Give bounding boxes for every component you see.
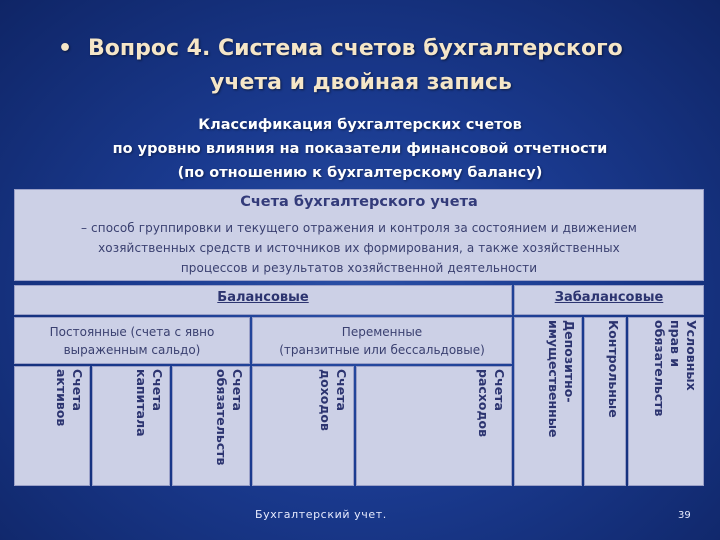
variable-accounts-group: [252, 317, 512, 364]
definition-heading: Счета бухгалтерского учета: [240, 194, 478, 210]
income-accounts-word-2: доходов: [318, 369, 333, 431]
expense-accounts-word-1: Счета: [492, 369, 507, 411]
definition-line-2: хозяйственных средств и источников их формирования, а также хозяйственных: [98, 241, 620, 255]
expense-accounts-column: [356, 366, 512, 486]
title-line-2: учета и двойная запись: [210, 70, 512, 95]
asset-accounts-label: [19, 369, 85, 483]
permanent-line-2: выраженным сальдо): [63, 343, 201, 357]
deposit-property-word-2: имущественные: [546, 320, 561, 438]
expense-accounts-word-2: расходов: [476, 369, 491, 438]
deposit-property-word-1: Депозитно-: [562, 320, 577, 403]
permanent-label: [15, 323, 249, 359]
asset-accounts-column: [14, 366, 90, 486]
classification-subtitle: [0, 113, 720, 185]
capital-accounts-column: [92, 366, 170, 486]
subtitle-line-1: Классификация бухгалтерских счетов: [198, 117, 522, 133]
asset-accounts-word-1: Счета: [70, 369, 85, 411]
expense-accounts-label: [361, 369, 511, 483]
control-accounts-label: Контрольные: [606, 320, 621, 418]
definition-panel: [14, 189, 704, 281]
liability-accounts-label: [177, 369, 245, 483]
liability-accounts-word-2: обязательств: [214, 369, 229, 466]
offbalance-accounts-header: [514, 285, 704, 315]
permanent-line-1: Постоянные (счета с явно: [49, 325, 215, 339]
definition-line-3: процессов и результатов хозяйственной деятельности: [180, 261, 538, 275]
permanent-accounts-group: [14, 317, 250, 364]
offbalance-label: Забалансовые: [554, 290, 664, 305]
footer-text: Бухгалтерский учет.: [255, 508, 387, 521]
conditional-rights-label: [633, 320, 699, 483]
conditional-rights-word-1: Условных: [684, 320, 699, 391]
income-accounts-word-1: Счета: [334, 369, 349, 411]
subtitle-line-2: по уровню влияния на показатели финансовой отчетности: [112, 141, 608, 157]
title-bullet: •: [58, 36, 73, 61]
page-number: 39: [678, 510, 691, 521]
deposit-property-label: [519, 320, 577, 483]
income-accounts-column: [252, 366, 354, 486]
subtitle-line-3: (по отношению к бухгалтерскому балансу): [177, 165, 543, 181]
definition-line-1: – способ группировки и текущего отражения и контроля за состоянием и движением: [81, 221, 637, 235]
conditional-rights-column: [628, 317, 704, 486]
liability-accounts-column: [172, 366, 250, 486]
control-accounts-column: [584, 317, 626, 486]
asset-accounts-word-2: активов: [54, 369, 69, 427]
deposit-property-accounts-column: [514, 317, 582, 486]
variable-label: [253, 323, 511, 359]
conditional-rights-word-2: прав и: [668, 320, 683, 368]
variable-line-2: (транзитные или бессальдовые): [279, 343, 485, 357]
capital-accounts-word-2: капитала: [134, 369, 149, 437]
balance-accounts-header: [14, 285, 512, 315]
liability-accounts-word-1: Счета: [230, 369, 245, 411]
title-line-1: Вопрос 4. Система счетов бухгалтерского: [88, 36, 623, 61]
variable-line-1: Переменные: [341, 325, 423, 339]
capital-accounts-label: [97, 369, 165, 483]
balance-label: Балансовые: [217, 290, 309, 305]
conditional-rights-word-3: обязательств: [652, 320, 667, 417]
capital-accounts-word-1: Счета: [150, 369, 165, 411]
definition-text: [27, 218, 691, 278]
